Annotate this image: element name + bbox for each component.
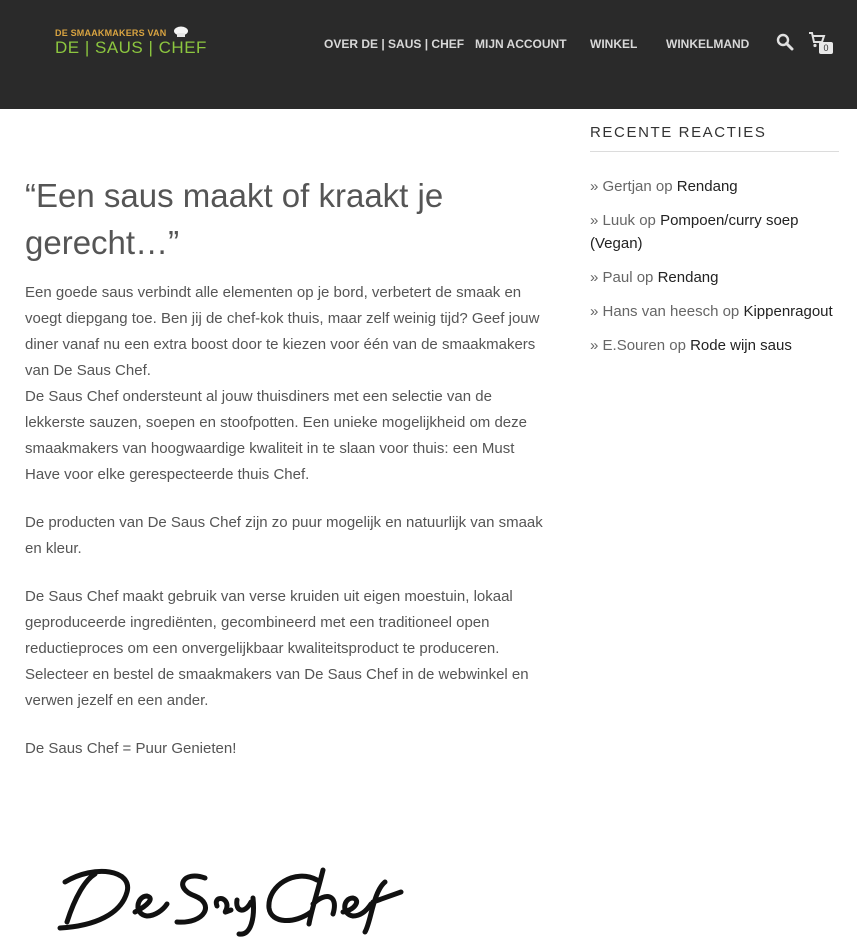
comment-post-link[interactable]: Rode wijn saus [690,337,792,354]
text-line: Een goede saus verbindt alle elementen op je bord, verbetert de smaak en [25,284,522,301]
comment-item [590,175,839,198]
chef-hat-icon [173,26,189,38]
nav-over-de-saus-chef[interactable]: OVER DE | SAUS | CHEF [324,37,465,51]
bullet: » [590,303,599,320]
text-line: lekkerste sauzen, soepen en stoofpotten. Een unieke mogelijkheid om deze [25,414,527,431]
comment-op: op [722,303,740,320]
text-line: verwen jezelf en een ander. [25,692,209,709]
products-paragraph [25,510,560,562]
text-line: geproduceerde ingrediënten, gecombineerd met een traditioneel open [25,614,490,631]
comment-item [590,300,839,323]
text-line: Selecteer en bestel de smaakmakers van De Saus Chef in de webwinkel en [25,666,529,683]
main-content [25,172,560,784]
comment-author: Gertjan [602,178,652,195]
comment-op: op [655,178,673,195]
comment-post-link[interactable]: Rendang [657,269,719,286]
logo-tagline: DE SMAAKMAKERS VAN [55,28,167,38]
cart-count-badge: 0 [819,42,833,54]
comment-op: op [669,337,686,354]
comment-op: op [636,269,654,286]
comment-post-link[interactable]: Kippenragout [743,303,833,320]
text-line: van De Saus Chef. [25,362,151,379]
site-logo[interactable] [55,28,205,62]
sidebar [590,121,839,368]
nav-mijn-account[interactable]: MIJN ACCOUNT [475,37,567,51]
bullet: » [590,269,599,286]
text-line: voegt diepgang toe. Ben jij de chef-kok thuis, maar zelf weinig tijd? Geef jouw [25,310,540,327]
nav-winkel[interactable]: WINKEL [590,37,638,51]
text-line: reductieproces om een onvergelijkbaar kwaliteitsproduct te produceren. [25,640,500,657]
comment-author: Paul [602,269,633,286]
search-icon[interactable] [776,33,794,51]
comment-item [590,334,839,357]
text-line: De producten van De Saus Chef zijn zo puur mogelijk en natuurlijk van smaak [25,514,543,531]
bullet: » [590,212,599,229]
comment-op: op [639,212,656,229]
text-line: smaakmakers van hoogwaardige kwaliteit in te slaan voor thuis: een Must [25,440,515,457]
nav-winkelmand[interactable]: WINKELMAND [666,37,750,51]
recent-comments-title: RECENTE REACTIES [590,121,839,152]
text-line: diner vanaf nu een extra boost door te kiezen voor één van de smaakmakers [25,336,536,353]
headline-line: “Een saus maakt of kraakt je [25,177,444,214]
text-line: Have voor elke gerespecteerde thuis Chef. [25,466,310,483]
text-line: De Saus Chef = Puur Genieten! [25,740,237,757]
comment-author: E.Souren [602,337,666,354]
comment-item [590,209,839,255]
comment-post-link[interactable]: Rendang [676,178,738,195]
logo-wordmark: DE | SAUS | CHEF [55,38,207,57]
site-header [0,0,857,109]
intro-paragraph [25,280,560,488]
headline-line: gerecht…” [25,224,180,261]
signature-image [55,852,415,937]
page-headline [25,172,560,266]
text-line: De Saus Chef maakt gebruik van verse kruiden uit eigen moestuin, lokaal [25,588,513,605]
comment-item [590,266,839,289]
bullet: » [590,178,599,195]
method-paragraph [25,584,560,714]
text-line: en kleur. [25,540,82,557]
closing-paragraph [25,736,560,762]
text-line: De Saus Chef ondersteunt al jouw thuisdiners met een selectie van de [25,388,492,405]
bullet: » [590,337,599,354]
comment-author: Hans van heesch [602,303,719,320]
comment-author: Luuk [602,212,636,229]
comment-post-link-continued[interactable]: (Vegan) [590,235,643,252]
comment-post-link[interactable]: Pompoen/curry soep [660,212,799,229]
